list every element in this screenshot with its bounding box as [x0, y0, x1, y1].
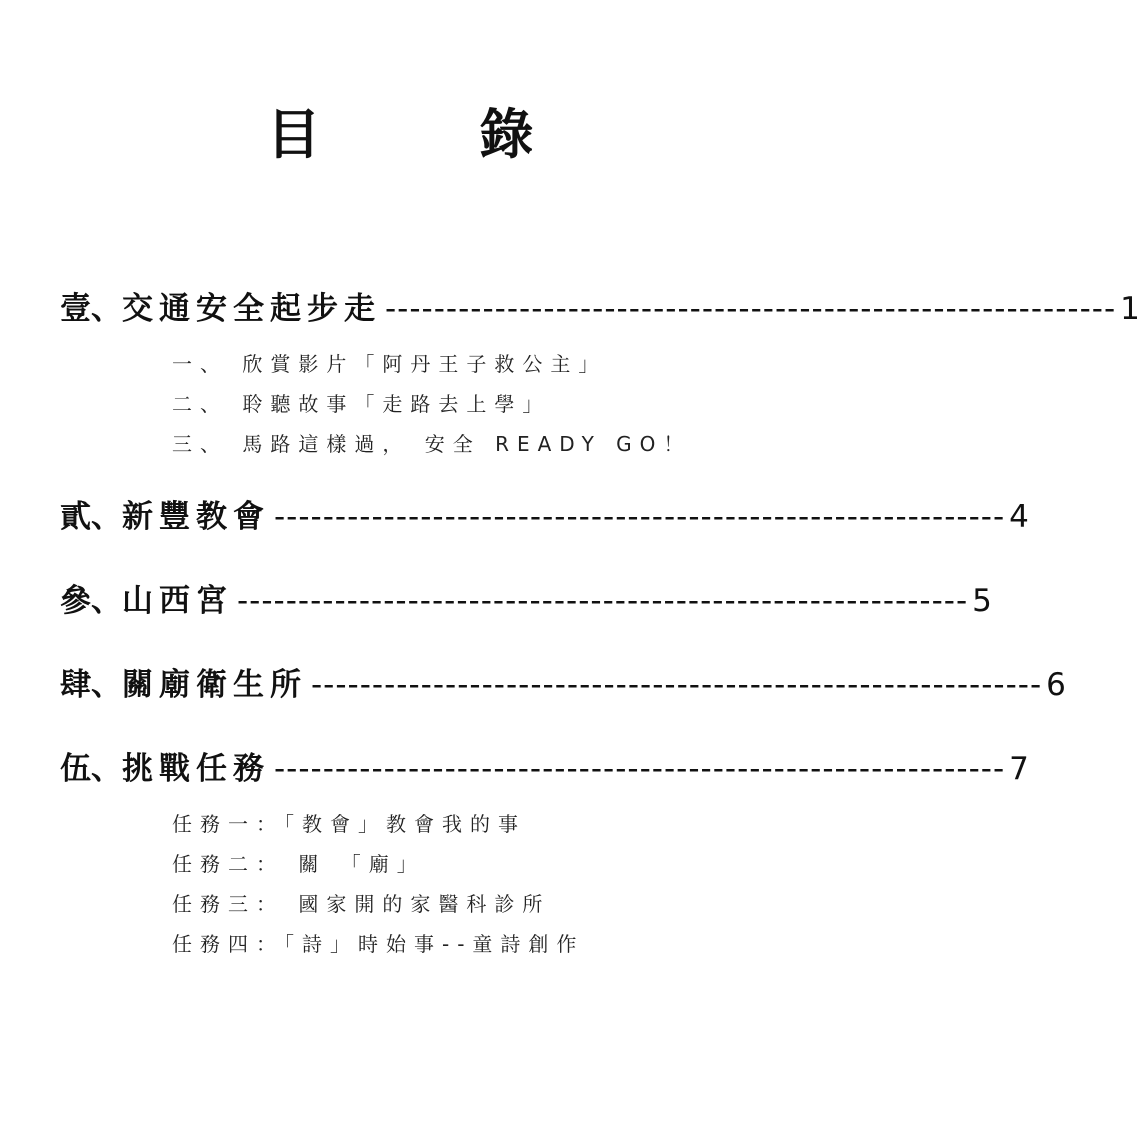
subsection-item[interactable]: 一、 欣賞影片「阿丹王子救公主」: [172, 352, 607, 376]
chapter-separator: 、: [91, 667, 122, 703]
chapter-4-row[interactable]: [60, 667, 1066, 703]
dot-leader: ------------------------------------------------------------: [385, 291, 1117, 327]
chapter-number: 壹: [60, 291, 91, 327]
subsection-item[interactable]: 任務二： 關 「廟」: [172, 852, 425, 876]
subsection-item[interactable]: 任務三： 國家開的家醫科診所: [172, 892, 551, 916]
chapter-number: 貳: [60, 499, 91, 535]
dot-leader: ------------------------------------------------------------: [274, 751, 1006, 787]
dot-leader: ------------------------------------------------------------: [274, 499, 1006, 535]
page-number: 4: [1009, 499, 1029, 535]
page-number: 7: [1009, 751, 1029, 787]
chapter-3-row[interactable]: [60, 583, 992, 619]
chapter-number: 肆: [60, 667, 91, 703]
chapter-2-row[interactable]: [60, 499, 1029, 535]
subsection-item[interactable]: 二、 聆聽故事「走路去上學」: [172, 392, 551, 416]
chapter-number: 參: [60, 583, 91, 619]
chapter-title: 新豐教會: [122, 499, 270, 535]
chapter-5-row[interactable]: [60, 751, 1029, 787]
chapter-separator: 、: [91, 751, 122, 787]
chapter-separator: 、: [91, 583, 122, 619]
subsection-item[interactable]: 三、 馬路這樣過， 安全 READY GO！: [172, 432, 692, 456]
chapter-1-row[interactable]: [60, 291, 1140, 327]
chapter-separator: 、: [91, 291, 122, 327]
page-number: 6: [1046, 667, 1066, 703]
page-number: 5: [972, 583, 992, 619]
toc-title: 目 錄: [266, 103, 604, 166]
page-number: 1: [1120, 291, 1140, 327]
dot-leader: ------------------------------------------------------------: [237, 583, 969, 619]
chapter-separator: 、: [91, 499, 122, 535]
chapter-title: 挑戰任務: [122, 751, 270, 787]
subsection-item[interactable]: 任務四：「詩」時始事--童詩創作: [172, 932, 585, 956]
chapter-title: 交通安全起步走: [122, 291, 381, 327]
subsection-item[interactable]: 任務一：「教會」教會我的事: [172, 812, 526, 836]
dot-leader: ------------------------------------------------------------: [311, 667, 1043, 703]
chapter-title: 關廟衛生所: [122, 667, 307, 703]
chapter-title: 山西宮: [122, 583, 233, 619]
chapter-number: 伍: [60, 751, 91, 787]
